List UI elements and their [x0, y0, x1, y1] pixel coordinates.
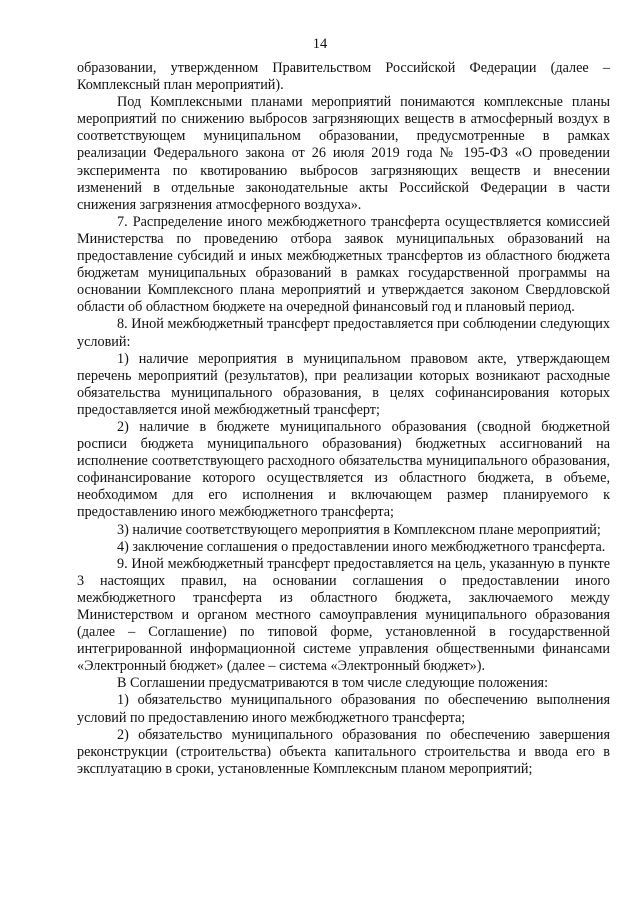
paragraph-item-8: 8. Иной межбюджетный трансферт предоставляется при соблюдении следующих условий:: [77, 316, 610, 350]
paragraph-agreement-provisions: В Соглашении предусматриваются в том числе следующие положения:: [117, 675, 549, 692]
document-body: [77, 60, 610, 778]
paragraph-condition-4: 4) заключение соглашения о предоставлении иного межбюджетного трансферта.: [117, 538, 606, 555]
paragraph-item-7: 7. Распределение иного межбюджетного трансферта осуществляется комиссией Министерства по проведению отбора заявок муниципальных образований на предоставление субсидий и иных межбюджетных трансфертов из областного бюджета бюджетам муниципальных образований в рамках государственной программы на основании Комплексного плана мероприятий и утверждается законом Свердловской области об областном бюджете на очередной финансовый год и плановый период.: [77, 213, 610, 316]
paragraph-item-9: 9. Иной межбюджетный трансферт предоставляется на цель, указанную в пункте 3 настоящих правил, на основании соглашения о предоставлении иного межбюджетного трансферта из областного бюджета, заключаемого между Министерством и органом местного самоуправления муниципального образования (далее – Соглашение) по типовой форме, установленной в государственной интегрированной информационной системе управления общественными финансами «Электронный бюджет» (далее – система «Электронный бюджет»).: [77, 555, 610, 675]
paragraph-condition-2: 2) наличие в бюджете муниципального образования (сводной бюджетной росписи бюджета муниципального образования) бюджетных ассигнований на исполнение соответствующего расходного обязательства муниципального образования, софинансирование которого осуществляется из областного бюджета, в объеме, необходимом для его исполнения и включающем размер планируемого к предоставлению иного межбюджетного трансферта;: [77, 418, 610, 521]
paragraph-condition-3: 3) наличие соответствующего мероприятия в Комплексном плане мероприятий;: [117, 521, 601, 538]
paragraph-comprehensive-plans-definition: Под Комплексными планами мероприятий понимаются комплексные планы мероприятий по снижению выбросов загрязняющих веществ в атмосферный воздух в соответствующем муниципальном образовании, предусмотренные в рамках реализации Федерального закона от 26 июля 2019 года № 195-ФЗ «О проведении эксперимента по квотированию выбросов загрязняющих веществ и внесении изменений в отдельные законодательные акты Российской Федерации в части снижения загрязнения атмосферного воздуха».: [77, 94, 610, 213]
paragraph-continuation: образовании, утвержденном Правительством Российской Федерации (далее – Комплексный план мероприятий).: [77, 60, 610, 94]
page-number: 14: [312, 36, 328, 52]
paragraph-provision-1: 1) обязательство муниципального образования по обеспечению выполнения условий по предоставлению иного межбюджетного трансферта;: [77, 692, 610, 726]
paragraph-condition-1: 1) наличие мероприятия в муниципальном правовом акте, утверждающем перечень мероприятий (результатов), при реализации которых возникают расходные обязательства муниципального образования, в целях софинансирования которых предоставляется иной межбюджетный трансферт;: [77, 350, 610, 418]
paragraph-provision-2: 2) обязательство муниципального образования по обеспечению завершения реконструкции (строительства) объекта капитального строительства и ввода его в эксплуатацию в сроки, установленные Комплексным планом мероприятий;: [77, 726, 610, 777]
